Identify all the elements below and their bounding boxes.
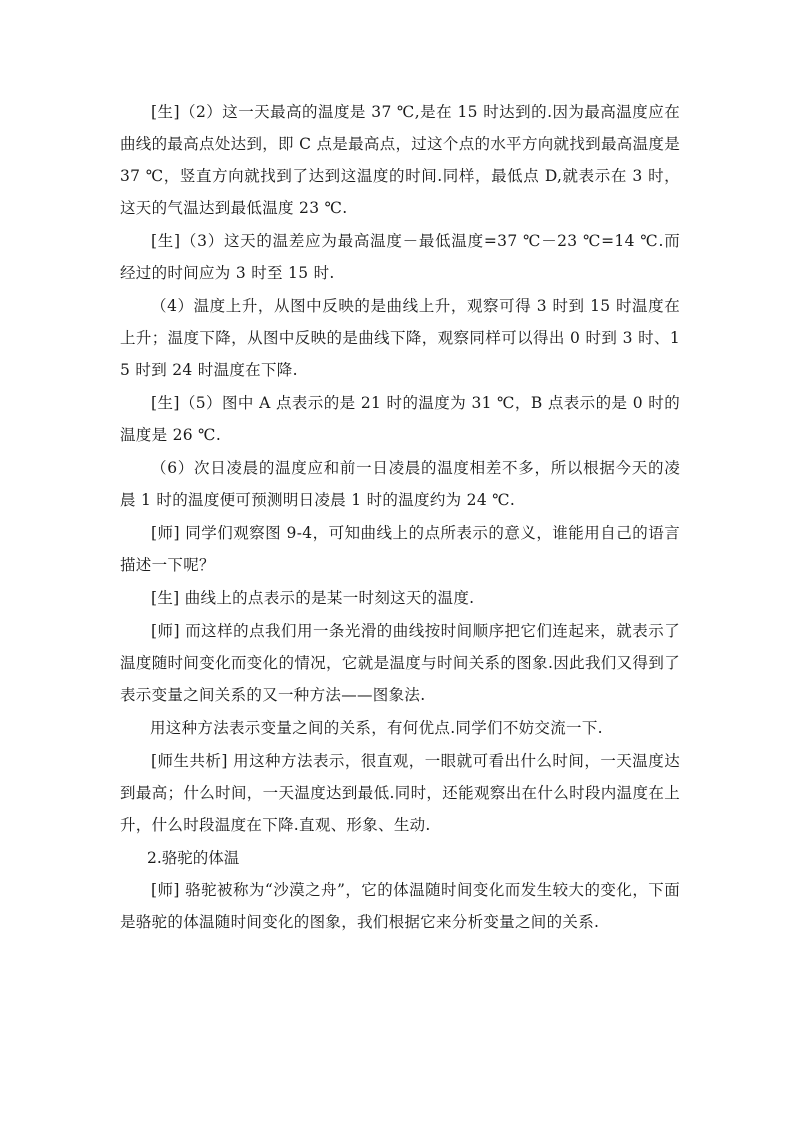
paragraph-temperature-difference: [生]（3）这天的温差应为最高温度－最低温度=37 ℃－23 ℃=14 ℃.而经过的时间应为 3 时至 15 时. xyxy=(120,232,680,282)
paragraph-joint-analysis: [师生共析] 用这种方法表示，很直观，一眼就可看出什么时间，一天温度达到最高；什么时间，一天温度达到最低.同时，还能观察出在什么时段内温度在上升，什么时段温度在下降.直观、形象、生动. xyxy=(120,752,680,834)
paragraph-graph-method: [师] 而这样的点我们用一条光滑的曲线按时间顺序把它们连起来，就表示了温度随时间变化而变化的情况，它就是温度与时间关系的图象.因此我们又得到了表示变量之间关系的又一种方法——图象法. xyxy=(120,622,680,704)
paragraph-points-a-b: [生]（5）图中 A 点表示的是 21 时的温度为 31 ℃，B 点表示的是 0 时的温度是 26 ℃. xyxy=(120,394,680,444)
section-heading-camel-temperature: 2.骆驼的体温 xyxy=(147,849,240,867)
document-body xyxy=(120,96,680,939)
paragraph-temperature-rise-fall: （4）温度上升，从图中反映的是曲线上升，观察可得 3 时到 15 时温度在上升；温度下降，从图中反映的是曲线下降，观察同样可以得出 0 时到 3 时、15 时到 24 时温度在下降. xyxy=(120,297,680,379)
paragraph-discussion-prompt: 用这种方法表示变量之间的关系，有何优点.同学们不妨交流一下. xyxy=(150,719,603,737)
paragraph-highest-temperature: [生]（2）这一天最高的温度是 37 ℃,是在 15 时达到的.因为最高温度应在曲线的最高点处达到，即 C 点是最高点，过这个点的水平方向就找到最高温度是 37 ℃，竖直方向就找到了达到这温度的时间.同样，最低点 D,就表示在 3 时，这天的气温达到最低温度 23 ℃. xyxy=(120,103,680,217)
paragraph-camel-intro: [师] 骆驼被称为“沙漠之舟”，它的体温随时间变化而发生较大的变化，下面是骆驼的体温随时间变化的图象，我们根据它来分析变量之间的关系. xyxy=(120,881,680,931)
paragraph-next-day-prediction: （6）次日凌晨的温度应和前一日凌晨的温度相差不多，所以根据今天的凌晨 1 时的温度便可预测明日凌晨 1 时的温度约为 24 ℃. xyxy=(120,459,680,509)
paragraph-student-answer: [生] 曲线上的点表示的是某一时刻这天的温度. xyxy=(151,589,475,607)
paragraph-teacher-question: [师] 同学们观察图 9-4，可知曲线上的点所表示的意义，谁能用自己的语言描述一下呢？ xyxy=(120,524,680,574)
